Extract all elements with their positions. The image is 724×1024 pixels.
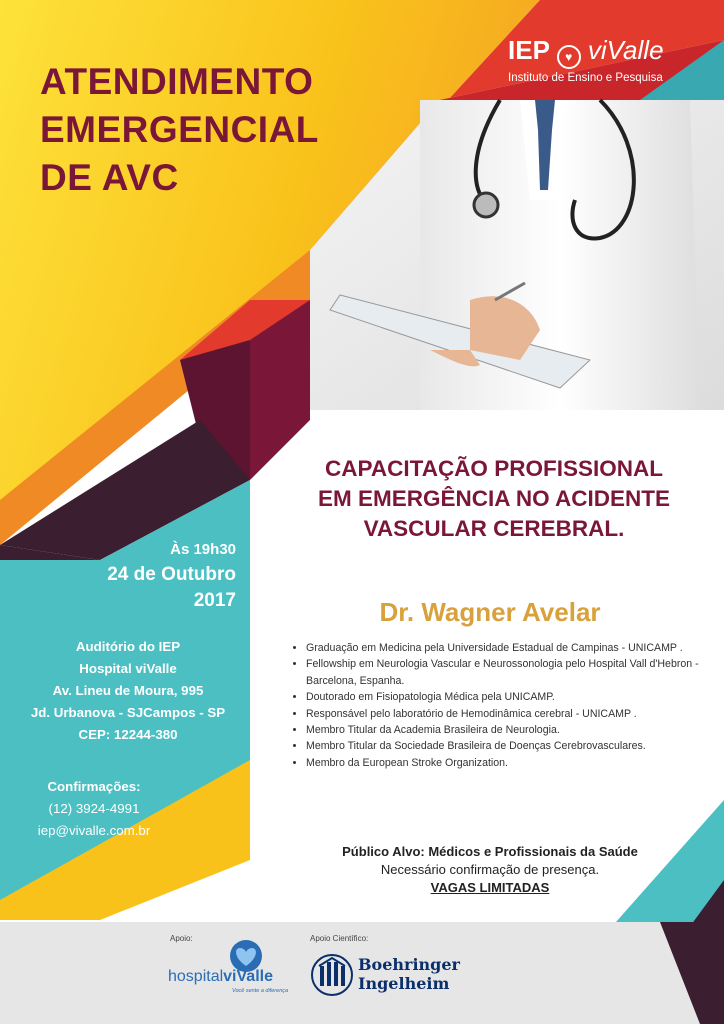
hospital-logo-part-b: viValle <box>223 968 273 985</box>
speaker-credentials <box>286 640 724 771</box>
headline-line-3: VASCULAR CEREBRAL. <box>363 516 625 541</box>
credential-item: • Membro Titular da Academia Brasileira de Neurologia. <box>306 722 724 738</box>
audience-target: Público Alvo: Médicos e Profissionais da Saúde <box>342 844 638 859</box>
confirmations-email[interactable]: iep@vivalle.com.br <box>37 823 151 838</box>
main-title <box>40 58 400 202</box>
venue-line-3: Av. Lineu de Moura, 995 <box>52 683 204 698</box>
title-line-1: ATENDIMENTO <box>40 61 314 102</box>
audience-note: Necessário confirmação de presença. <box>380 862 600 877</box>
speaker-name: Dr. Wagner Avelar <box>379 597 601 627</box>
audience-block <box>290 843 690 897</box>
venue-block <box>14 636 242 746</box>
logo-subtitle: Instituto de Ensino e Pesquisa <box>508 72 663 84</box>
credential-item: • Graduação em Medicina pela Universidade Estadual de Campinas - UNICAMP . <box>306 640 724 656</box>
audience-limited: VAGAS LIMITADAS <box>430 880 550 895</box>
title-line-2: EMERGENCIAL <box>40 109 319 150</box>
venue-line-5: CEP: 12244-380 <box>78 727 178 742</box>
scientific-support-label: Apoio Científico: <box>310 934 369 943</box>
hospital-vivalle-logo <box>168 968 273 986</box>
boehringer-logo <box>358 955 460 993</box>
event-time: Às 19h30 <box>170 541 236 558</box>
support-label: Apoio: <box>170 934 193 943</box>
hospital-tagline: Você sente a diferença <box>232 988 289 994</box>
credential-item: • Responsável pelo laboratório de Hemodinâmica cerebral - UNICAMP . <box>306 706 724 722</box>
credential-item: • Fellowship em Neurologia Vascular e Neurossonologia pelo Hospital Vall d'Hebron - Barcelona, Espanha. <box>306 656 724 689</box>
venue-line-4: Jd. Urbanova - SJCampos - SP <box>30 705 226 720</box>
event-date: 24 de Outubro <box>107 564 236 585</box>
boehringer-building-icon <box>310 952 354 998</box>
confirmations-phone[interactable]: (12) 3924-4991 <box>48 801 140 816</box>
credential-item: • Membro Titular da Sociedade Brasileira de Doenças Cerebrovasculares. <box>306 738 724 754</box>
credential-item: • Doutorado em Fisiopatologia Médica pela UNICAMP. <box>306 689 724 705</box>
sponsor-line-1: Boehringer <box>358 955 460 974</box>
venue-line-1: Auditório do IEP <box>75 639 181 654</box>
confirmations-label: Confirmações: <box>47 779 141 794</box>
venue-line-2: Hospital viValle <box>79 661 177 676</box>
confirmations-block <box>14 776 174 842</box>
logo-iep: IEP <box>508 35 550 65</box>
event-year: 2017 <box>193 590 236 611</box>
title-line-3: DE AVC <box>40 157 179 198</box>
logo-vivalle: viValle <box>587 35 664 65</box>
headline-line-2: EM EMERGÊNCIA NO ACIDENTE <box>317 486 671 511</box>
headline-line-1: CAPACITAÇÃO PROFISSIONAL <box>325 456 663 481</box>
heart-logo-icon: ♥ <box>557 45 581 69</box>
sponsor-line-2: Ingelheim <box>358 974 450 993</box>
credential-item: • Membro da European Stroke Organization. <box>306 755 724 771</box>
hospital-logo-part-a: hospital <box>168 968 224 985</box>
course-headline <box>278 454 710 544</box>
iep-vivalle-logo <box>508 36 698 85</box>
